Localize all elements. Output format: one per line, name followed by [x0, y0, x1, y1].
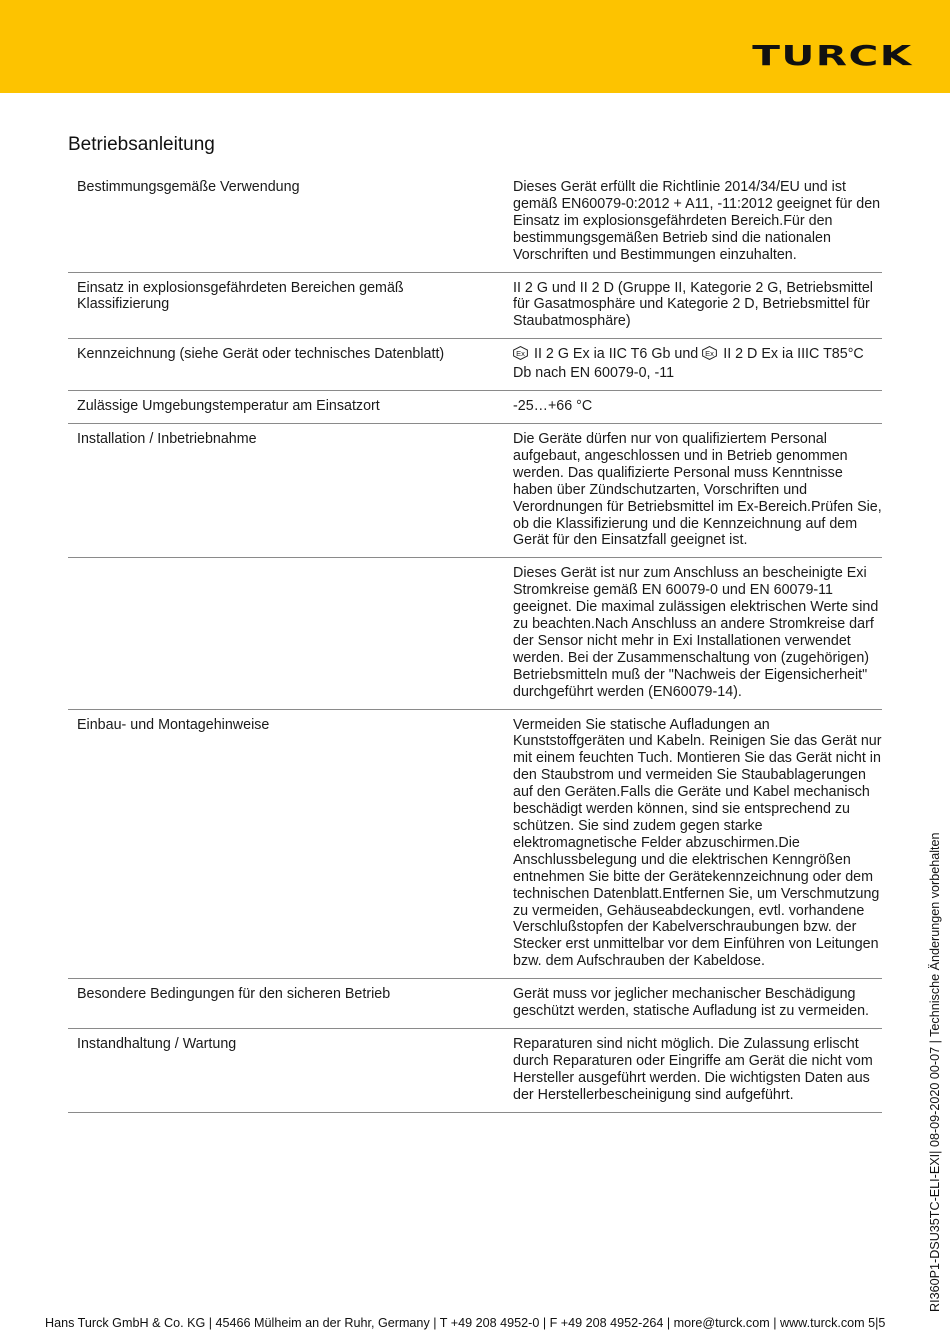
- row-label: Kennzeichnung (siehe Gerät oder technisches Datenblatt): [68, 339, 503, 391]
- specification-table: [68, 172, 882, 1113]
- row-value: Reparaturen sind nicht möglich. Die Zulassung erlischt durch Reparaturen oder Eingriffe am Gerät die nicht vom Hersteller ausgeführt werden. Die wichtigsten Daten aus der Herstellerbescheinigung sind aufgeführt.: [503, 1028, 882, 1112]
- row-value: Die Geräte dürfen nur von qualifiziertem Personal aufgebaut, angeschlossen und in Betrieb genommen werden. Das qualifizierte Personal muss Kenntnisse haben über Zündschutzarten, Vorschriften und Verordnungen für Betriebsmittel im Ex-Bereich.Prüfen Sie, ob die Klassifizierung und die Kennzeichnung auf dem Gerät für den Einsatzfall geeignet ist.: [503, 423, 882, 557]
- ex-mark-icon: [702, 346, 717, 365]
- row-value: II 2 G und II 2 D (Gruppe II, Kategorie 2 G, Betriebsmittel für Gasatmosphäre und Kategorie 2 D, Betriebsmittel für Staubatmosphäre): [503, 272, 882, 339]
- table-row: [68, 1028, 882, 1112]
- row-label: Instandhaltung / Wartung: [68, 1028, 503, 1112]
- svg-text:Ex: Ex: [516, 349, 525, 359]
- table-row: [68, 709, 882, 979]
- row-value: Dieses Gerät ist nur zum Anschluss an bescheinigte Exi Stromkreise gemäß EN 60079-0 und EN 60079-11 geeignet. Die maximal zulässigen elektrischen Werte sind zu beachten.Nach Anschluss an andere Stromkreise darf der Sensor nicht mehr in Exi Installationen verwendet werden. Bei der Zusammenschaltung von (zugehörigen) Betriebsmitteln muß der "Nachweis der Eigensicherheit" durchgeführt werden (EN60079-14).: [503, 558, 882, 709]
- row-label: Installation / Inbetriebnahme: [68, 423, 503, 557]
- svg-text:Ex: Ex: [705, 349, 715, 359]
- row-label: Besondere Bedingungen für den sicheren Betrieb: [68, 979, 503, 1029]
- table-row: [68, 172, 882, 272]
- ex-mark-icon: [513, 346, 528, 365]
- row-label: Zulässige Umgebungstemperatur am Einsatzort: [68, 391, 503, 424]
- table-row: [68, 391, 882, 424]
- table-row: [68, 339, 882, 391]
- table-row: [68, 558, 882, 709]
- row-value: Vermeiden Sie statische Aufladungen an Kunststoffgeräten und Kabeln. Reinigen Sie das Gerät nur mit einem feuchten Tuch. Montieren Sie das Gerät nicht in den Staubstrom und vermeiden Sie Staubablagerungen auf den Geräten.Falls die Geräte und Kabel mechanisch beschädigt werden können, sind sie entsprechend zu schützen. Sie sind zudem gegen starke elektromagnetische Felder abzuschirmen.Die Anschlussbelegung und die elektrischen Kenngrößen entnehmen Sie bitte der Gerätekennzeichnung oder dem technischen Datenblatt.Entfernen Sie, um Verschmutzung zu vermeiden, Gehäuseabdeckungen, evtl. vorhandene Verschlußstopfen der Kabelverschraubungen bzw. der Stecker erst unmittelbar vor dem Einführen von Leitungen bzw. dem Aufschrauben der Kabeldose.: [503, 709, 882, 979]
- header-band: [0, 0, 950, 93]
- marking-gas: II 2 G Ex ia IIC T6 Gb und: [534, 346, 699, 363]
- page-footer: Hans Turck GmbH & Co. KG | 45466 Mülheim an der Ruhr, Germany | T +49 208 4952-0 | F +49 208 4952-264 | more@turck.com | www.turck.com 5|5: [45, 1316, 886, 1330]
- document-id-side-note: RI360P1-DSU35TC-ELI-EXI| 08-09-2020 00-07 | Technische Änderungen vorbehalten: [928, 832, 942, 1312]
- row-value-marking: [503, 339, 882, 391]
- row-label: Bestimmungsgemäße Verwendung: [68, 172, 503, 272]
- row-label: [68, 558, 503, 709]
- table-row: [68, 979, 882, 1029]
- row-value: Dieses Gerät erfüllt die Richtlinie 2014/34/EU und ist gemäß EN60079-0:2012 + A11, -11:2012 geeignet für den Einsatz im explosionsgefährdeten Bereich.Für den bestimmungsgemäßen Betrieb sind die nationalen Vorschriften und Bestimmungen einzuhalten.: [503, 172, 882, 272]
- marking-dust: II 2 D Ex ia IIIC T85°C Db nach EN 60079-0, -11: [513, 346, 864, 382]
- table-row: [68, 272, 882, 339]
- table-row: [68, 423, 882, 557]
- row-label: Einbau- und Montagehinweise: [68, 709, 503, 979]
- row-label: Einsatz in explosionsgefährdeten Bereichen gemäß Klassifizierung: [68, 272, 503, 339]
- row-value: Gerät muss vor jeglicher mechanischer Beschädigung geschützt werden, statische Aufladung ist zu vermeiden.: [503, 979, 882, 1029]
- row-value: -25…+66 °C: [503, 391, 882, 424]
- turck-logo: TURCK: [752, 39, 913, 72]
- page-title: Betriebsanleitung: [68, 134, 215, 155]
